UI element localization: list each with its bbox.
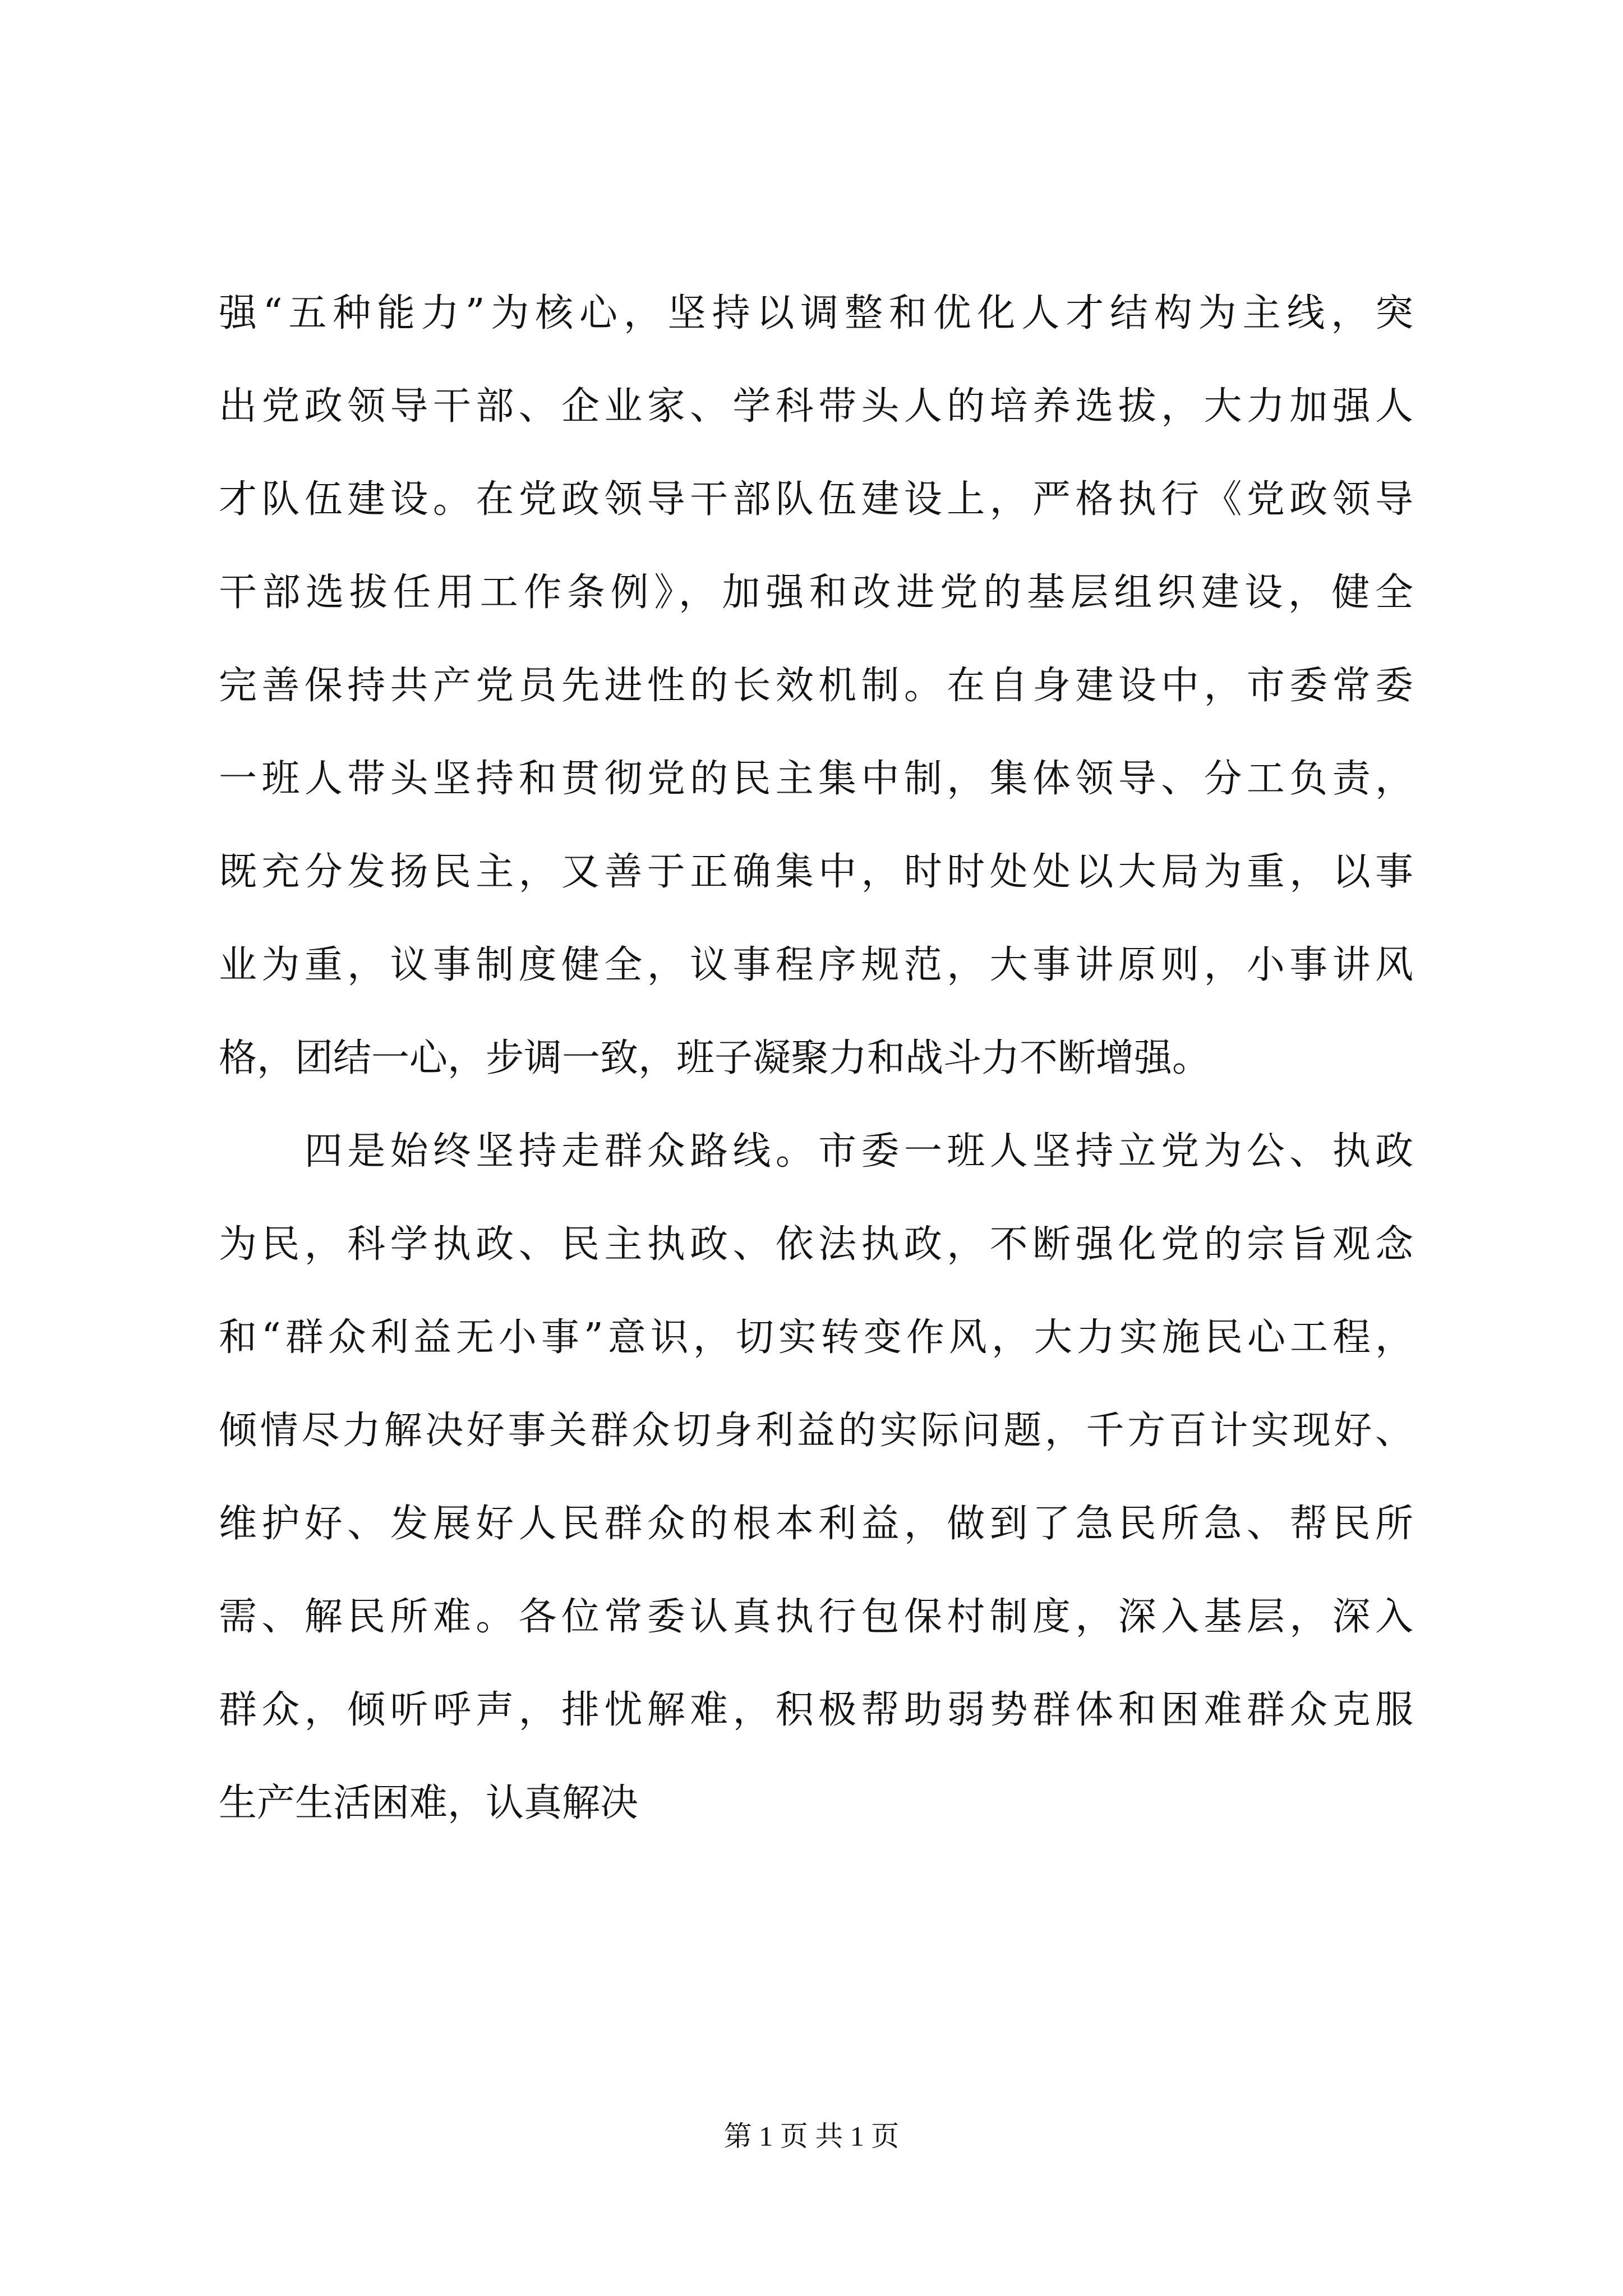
text-line: 强“五种能力”为核心，坚持以调整和优化人才结构为主线，突 bbox=[219, 291, 1413, 335]
text-line: 既充分发扬民主，又善于正确集中，时时处处以大局为重，以事 bbox=[219, 850, 1413, 894]
text-line: 完善保持共产党员先进性的长效机制。在自身建设中，市委常委 bbox=[219, 664, 1413, 708]
text-line: 一班人带头坚持和贯彻党的民主集中制，集体领导、分工负责， bbox=[219, 757, 1413, 801]
text-line: 干部选拔任用工作条例》，加强和改进党的基层组织建设，健全 bbox=[219, 570, 1413, 615]
text-line: 和“群众利益无小事”意识，切实转变作风，大力实施民心工程， bbox=[219, 1315, 1413, 1360]
text-line: 为民，科学执政、民主执政、依法执政，不断强化党的宗旨观念 bbox=[219, 1222, 1413, 1267]
text-line: 生产生活困难，认真解决 bbox=[219, 1781, 639, 1825]
text-line: 需、解民所难。各位常委认真执行包保村制度，深入基层，深入 bbox=[219, 1595, 1413, 1639]
text-line: 业为重，议事制度健全，议事程序规范，大事讲原则，小事讲风 bbox=[219, 943, 1413, 987]
page-footer: 第 1 页 共 1 页 bbox=[723, 2120, 900, 2152]
text-line: 倾情尽力解决好事关群众切身利益的实际问题，千方百计实现好、 bbox=[219, 1409, 1413, 1453]
body-text bbox=[219, 291, 1413, 1878]
text-line: 格，团结一心，步调一致，班子凝聚力和战斗力不断增强。 bbox=[219, 1036, 1211, 1080]
text-line: 四是始终坚持走群众路线。市委一班人坚持立党为公、执政 bbox=[219, 1129, 1413, 1174]
text-line: 才队伍建设。在党政领导干部队伍建设上，严格执行《党政领导 bbox=[219, 477, 1413, 522]
text-line: 群众，倾听呼声，排忧解难，积极帮助弱势群体和困难群众克服 bbox=[219, 1688, 1413, 1732]
text-line: 维护好、发展好人民群众的根本利益，做到了急民所急、帮民所 bbox=[219, 1502, 1413, 1546]
text-line: 出党政领导干部、企业家、学科带头人的培养选拔，大力加强人 bbox=[219, 384, 1413, 429]
